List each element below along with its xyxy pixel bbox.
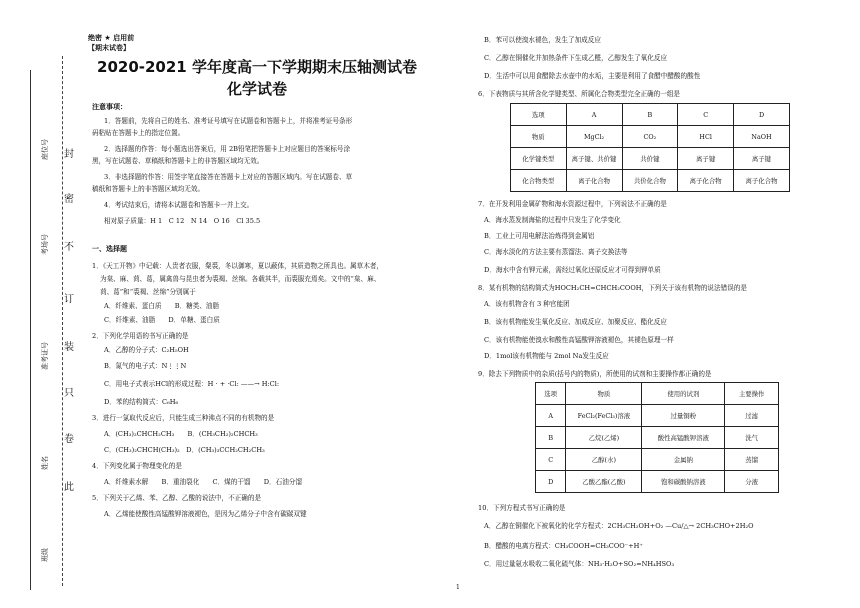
table-row [511,170,790,192]
table-cell: 化合物类型 [511,170,567,192]
notice-item: 黑，写在试题卷、草稿纸和答题卡上的非答题区域均无效。 [92,157,264,165]
table-cell: 选项 [536,383,566,405]
option-line: A．该有机物含有 3 种官能团 [484,300,570,308]
option-line: D．1mol该有机物能与 2mol Na发生反应 [484,352,609,360]
table-cell: D [734,104,790,126]
table-q9 [535,382,779,493]
table-cell: C [536,449,566,471]
table-cell: 选项 [511,104,567,126]
table-row [511,126,790,148]
table-cell: 离子键 [734,148,790,170]
table-row [536,449,779,471]
option-line: C．用过量氨水吸收二氧化硫气体：NH₃·H₂O+SO₂=NH₄HSO₃ [484,560,675,568]
table-cell: B [536,427,566,449]
table-cell: 化学键类型 [511,148,567,170]
option-line: B．苯可以使溴水褪色，发生了加成反应 [484,36,601,44]
table-cell: 主要操作 [725,383,779,405]
table-cell: A [566,104,622,126]
table-row [536,383,779,405]
question-line: 1．《天工开物》中记载：人贵者衣服，粲裘，冬以御寒，夏以蔽体，其质造物之所具也。属草木者， [92,262,384,270]
exam-subtitle: 化学试卷 [226,80,287,98]
table-cell: 蒸馏 [725,449,779,471]
question-line: 为枲、麻、苘、葛，属禽兽与昆虫者为裘褐、丝绵。各载其半，而裘服充焉矣。文中的“枲、麻、 [100,275,381,283]
seal-char: 订 [64,294,74,305]
seal-char: 密 [64,194,74,205]
table-cell: 离子化合物 [734,170,790,192]
option-line: A．海水蒸发制海盐的过程中只发生了化学变化 [484,216,621,224]
table-cell: MgCl₂ [566,126,622,148]
option-line: C．纤维素、油脂 D．单糖、蛋白质 [104,316,220,324]
exam-tag: 【期末试卷】 [88,44,130,52]
binding-field-seat: 座位号 [41,139,49,160]
option-line: D．苯的结构简式：C₆H₆ [104,398,179,406]
table-cell: C [678,104,734,126]
table-cell: 乙酸乙酯(乙酸) [566,471,642,493]
table-cell: 乙醇(水) [566,449,642,471]
option-line: C．海水淡化的方法主要有蒸馏法、离子交换法等 [484,248,628,256]
seal-line [62,56,63,586]
seal-char: 此 [64,482,74,493]
option-line: B．工业上可用电解法冶炼得到金属铝 [484,232,595,240]
question-line: 2．下列化学用语的书写正确的是 [92,332,189,340]
table-cell: D [536,471,566,493]
table-cell: 共价化合物 [622,170,678,192]
question-line: 苘、葛”和“裘褐、丝绵”分别属于 [100,288,196,296]
binding-rule [30,70,31,590]
table-cell: FeCl₂(FeCl₃)溶液 [566,405,642,427]
table-cell: 共价键 [622,148,678,170]
option-line: A．纤维素水解 B．重油裂化 C．煤的干馏 D．石油分馏 [104,478,302,486]
option-line: D．海水中含有钾元素，需经过氧化还原反应才可得到钾单质 [484,266,661,274]
table-row [511,148,790,170]
table-row [536,471,779,493]
notice-item: 4．考试结束后，请将本试题卷和答题卡一并上交。 [104,201,254,209]
question-line: 3．进行一氯取代反应后，只能生成三种沸点不同的有机物的是 [92,414,275,422]
question-line: 6．下表物质与其所含化学键类型、所属化合物类型完全正确的一组是 [478,90,681,98]
option-line: A．(CH₃)₂CHCH₂CH₃ B．(CH₃CH₂)₂CHCH₃ [104,430,258,438]
binding-field-ticket: 准考证号 [41,342,49,370]
table-row [536,405,779,427]
notice-item: 码粘贴在答题卡上的指定位置。 [92,129,185,137]
table-cell: NaOH [734,126,790,148]
question-line: 5．下列关于乙烯、苯、乙醇、乙酸的说法中，不正确的是 [92,494,262,502]
binding-field-class: 班级 [41,548,49,562]
seal-char: 卷 [64,434,74,445]
binding-field-room: 考场号 [41,234,49,255]
confidential-mark: 绝密 ★ 启用前 [88,34,135,42]
notice-item: 2．选择题的作答：每小题选出答案后，用 2B铅笔把答题卡上对应题目的答案标号涂 [104,145,351,153]
table-row [511,104,790,126]
table-cell: 分液 [725,471,779,493]
table-cell: 物质 [566,383,642,405]
option-line: C．用电子式表示HCl的形成过程：H · + ·Cl: ——→ H:Cl: [104,380,280,388]
seal-char: 只 [64,388,74,399]
table-cell: 洗气 [725,427,779,449]
table-cell: 酸性高锰酸钾溶液 [642,427,725,449]
option-line: A．乙烯能使酸性高锰酸钾溶液褪色，是因为乙烯分子中含有碳碳双键 [104,510,307,518]
notice-item: 3．非选择题的作答：用签字笔直接答在答题卡上对应的答题区域内。写在试题卷、草 [104,173,353,181]
table-cell: 离子键、共价键 [566,148,622,170]
notice-item: 稿纸和答题卡上的非答题区域均无效。 [92,185,205,193]
option-line: B．醋酸的电离方程式：CH₃COOH=CH₃COO⁻+H⁺ [484,542,643,550]
table-cell: A [536,405,566,427]
binding-strip [0,0,60,608]
table-cell: 乙烷(乙烯) [566,427,642,449]
question-line: 8．某有机物的结构简式为HOCH₂CH=CHCH₂COOH，下列关于该有机物的说法错误的是 [478,284,747,292]
option-line: A．纤维素、蛋白质 B．糖类、油脂 [104,302,220,310]
option-line: B．该有机物能发生氧化反应、加成反应、加聚反应、酯化反应 [484,318,667,326]
option-line: A．乙醇在铜催化下被氧化的化学方程式：2CH₃CH₂OH+O₂ —Cu/△→ 2CH₃CHO+2H₂O [484,522,754,530]
question-line: 9．除去下列物质中的杂质(括号内的物质)，所使用的试剂和主要操作都正确的是 [478,370,712,378]
seal-char: 不 [64,242,74,253]
table-cell: 离子键 [678,148,734,170]
exam-title: 2020-2021 学年度高一下学期期末压轴测试卷 [97,58,417,76]
table-cell: 过滤 [725,405,779,427]
table-cell: 物质 [511,126,567,148]
option-line: A．乙醇的分子式：C₂H₅OH [104,346,189,354]
option-line: D．生活中可以用食醋除去水壶中的水垢，主要是利用了食醋中醋酸的酸性 [484,72,701,80]
atomic-mass-line: 相对原子质量：H 1 C 12 N 14 O 16 Cl 35.5 [104,217,261,225]
table-cell: 饱和碳酸钠溶液 [642,471,725,493]
table-cell: 过量铜粉 [642,405,725,427]
table-cell: 金属钠 [642,449,725,471]
question-line: 7．在开发利用金属矿物和海水资源过程中，下列说法不正确的是 [478,200,667,208]
option-line: C．(CH₃)₂CHCH(CH₃)₂ D．(CH₃)₃CCH₂CH₂CH₃ [104,446,265,454]
notice-item: 1．答题前，先将自己的姓名、准考证号填写在试题卷和答题卡上，并将准考证号条形 [104,117,353,125]
option-line: C．该有机物能使溴水和酸性高锰酸钾溶液褪色，其褪色原理一样 [484,336,674,344]
table-cell: HCl [678,126,734,148]
table-cell: 离子化合物 [678,170,734,192]
binding-field-name: 姓名 [41,456,49,470]
option-line: C．乙醇在铜催化并加热条件下生成乙醛，乙醇发生了氧化反应 [484,54,668,62]
option-line: B．氮气的电子式：N⋮⋮N [104,362,187,370]
seal-char: 装 [64,342,74,353]
section-heading: 一、选择题 [92,244,127,253]
seal-char: 封 [64,149,74,160]
table-row [536,427,779,449]
notice-heading: 注意事项： [92,102,127,111]
page-number: 1 [456,584,460,591]
table-cell: B [622,104,678,126]
table-cell: CO₂ [622,126,678,148]
question-line: 10．下列方程式书写正确的是 [478,504,566,512]
table-cell: 离子化合物 [566,170,622,192]
table-q6 [510,103,790,192]
table-cell: 使用的试剂 [642,383,725,405]
question-line: 4．下列变化属于物理变化的是 [92,462,182,470]
